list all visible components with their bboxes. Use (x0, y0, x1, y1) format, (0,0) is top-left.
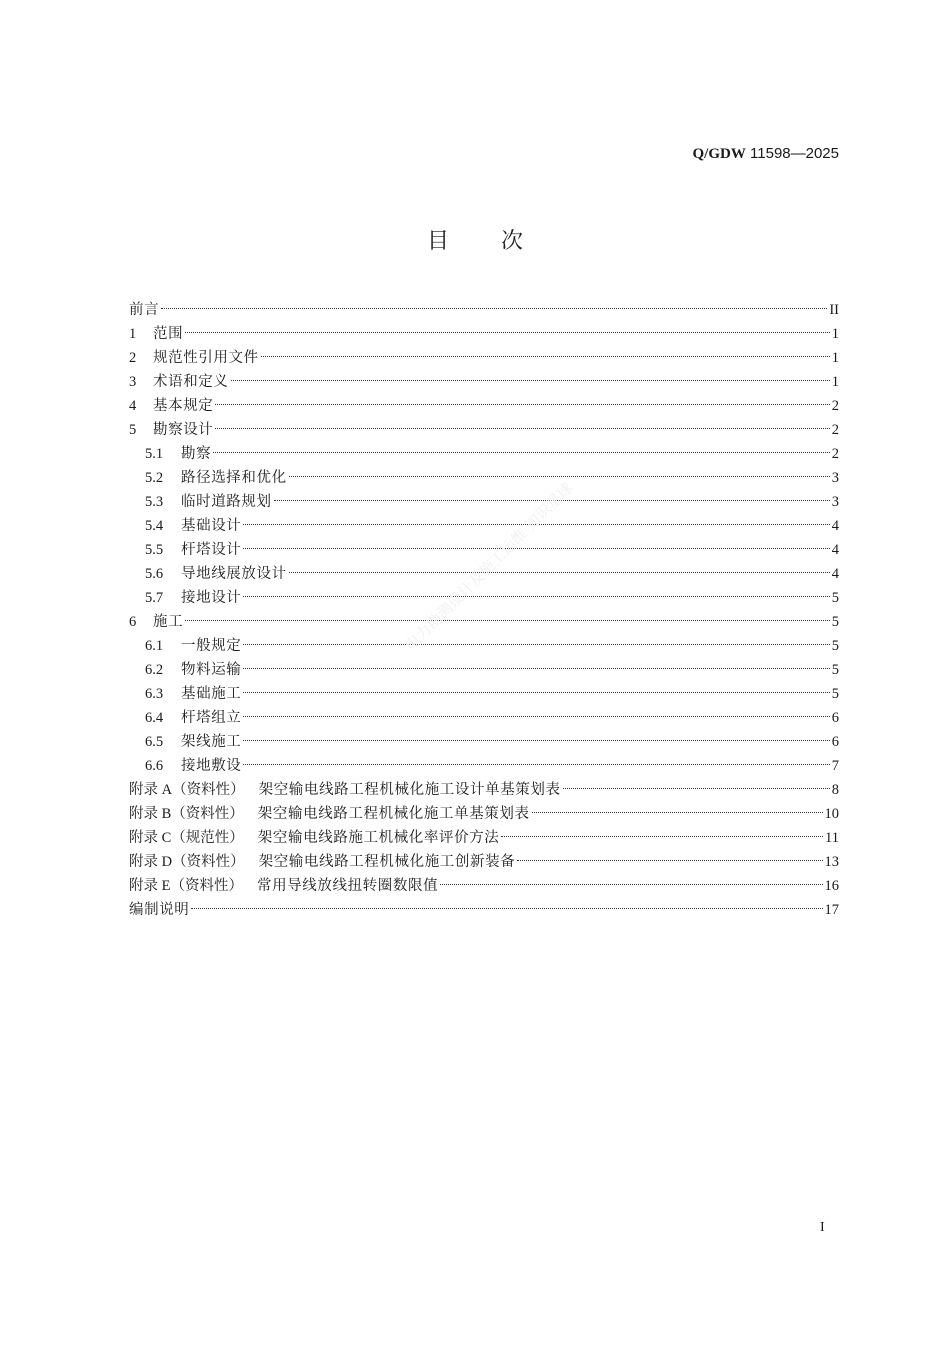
toc-entry-label: 接地设计 (181, 590, 242, 606)
toc-entry[interactable] (129, 442, 839, 466)
toc-entry-number: 6.3 (145, 686, 164, 702)
toc-entry-label: 范围 (153, 326, 184, 342)
toc-entry-number: 5.7 (145, 590, 164, 606)
page-number: I (820, 1220, 825, 1235)
toc-entry-number: 5.5 (145, 542, 164, 558)
toc-entry-label: 一般规定 (181, 638, 242, 654)
toc-entry-label: 架空输电线路工程机械化施工设计单基策划表 (258, 782, 561, 798)
toc-entry[interactable] (129, 754, 839, 778)
dot-leader (213, 452, 830, 453)
toc-entry-page: 6 (831, 734, 839, 750)
document-code-prefix: Q/GDW (692, 146, 746, 162)
toc-entry-label: 常用导线放线扭转圈数限值 (256, 878, 439, 894)
toc-entry[interactable] (129, 514, 839, 538)
toc-entry-label: 架线施工 (181, 734, 242, 750)
page-title-char-2: 次 (501, 229, 524, 254)
toc-entry-label: 架空输电线路工程机械化施工创新装备 (258, 854, 516, 870)
toc-entry[interactable] (129, 850, 839, 874)
dot-leader (215, 428, 829, 429)
toc-entry[interactable] (129, 802, 839, 826)
document-code (693, 145, 839, 163)
dot-leader (532, 812, 823, 813)
toc-entry-page: 7 (831, 758, 839, 774)
toc-entry[interactable] (129, 730, 839, 754)
toc-entry[interactable] (129, 610, 839, 634)
toc-entry-number: 3 (129, 374, 137, 390)
toc-entry[interactable] (129, 778, 839, 802)
toc-entry-label: 施工 (153, 614, 184, 630)
dot-leader (289, 572, 830, 573)
toc-entry[interactable] (129, 370, 839, 394)
toc-entry-label: 临时道路规划 (181, 494, 272, 510)
toc-entry-number: 6.6 (145, 758, 164, 774)
toc-entry[interactable] (129, 898, 839, 922)
toc-entry-label: 基础设计 (181, 518, 242, 534)
dot-leader (243, 740, 829, 741)
toc-entry-number: 5.3 (145, 494, 164, 510)
toc-entry-number: 附录 B（资料性） (129, 806, 244, 822)
dot-leader (243, 548, 829, 549)
toc-entry-page: 4 (831, 542, 839, 558)
toc-entry-page: 2 (831, 446, 839, 462)
toc-entry[interactable] (129, 562, 839, 586)
toc-entry-page: 16 (824, 878, 839, 894)
page-title-char-1: 目 (426, 229, 449, 254)
toc-entry-number: 5 (129, 422, 137, 438)
toc-entry-page: 2 (831, 398, 839, 414)
dot-leader (517, 860, 822, 861)
dot-leader (243, 524, 829, 525)
toc-entry-page: 3 (831, 494, 839, 510)
toc-entry[interactable] (129, 682, 839, 706)
toc-entry-number: 附录 D（资料性） (129, 854, 245, 870)
toc-entry-page: 13 (824, 854, 839, 870)
dot-leader (185, 620, 830, 621)
toc-entry-page: 1 (831, 326, 839, 342)
toc-entry[interactable] (129, 322, 839, 346)
toc-entry-page: 4 (831, 566, 839, 582)
dot-leader (274, 500, 830, 501)
toc-entry[interactable] (129, 538, 839, 562)
toc-entry[interactable] (129, 658, 839, 682)
dot-leader (243, 716, 829, 717)
toc-entry-page: 4 (831, 518, 839, 534)
toc-entry-label: 架空输电线路工程机械化施工单基策划表 (257, 806, 530, 822)
toc-entry-label: 规范性引用文件 (153, 350, 259, 366)
dot-leader (501, 836, 823, 837)
toc-entry-page: 17 (824, 902, 839, 918)
toc-entry-number: 附录 C（规范性） (129, 830, 244, 846)
toc-entry-page: 5 (831, 638, 839, 654)
toc-entry-page: 5 (831, 662, 839, 678)
dot-leader (185, 332, 830, 333)
toc-entry-page: 5 (831, 590, 839, 606)
toc-entry-label: 勘察设计 (153, 422, 214, 438)
dot-leader (243, 692, 829, 693)
toc-entry[interactable] (129, 418, 839, 442)
table-of-contents (129, 298, 839, 922)
toc-entry-number: 4 (129, 398, 137, 414)
toc-entry[interactable] (129, 826, 839, 850)
toc-entry-page: 1 (831, 374, 839, 390)
dot-leader (563, 788, 830, 789)
toc-entry[interactable] (129, 706, 839, 730)
toc-entry-number: 1 (129, 326, 137, 342)
dot-leader (191, 908, 822, 909)
toc-entry-label: 杆塔组立 (181, 710, 242, 726)
toc-entry-label: 基本规定 (153, 398, 214, 414)
dot-leader (161, 308, 827, 309)
toc-entry-label: 勘察 (181, 446, 212, 462)
watermark: 电力勘测设计及施工运维 知识星球 (401, 478, 577, 655)
toc-entry-label: 杆塔设计 (181, 542, 242, 558)
dot-leader (231, 380, 830, 381)
toc-entry-label: 基础施工 (181, 686, 242, 702)
toc-entry-label: 物料运输 (181, 662, 242, 678)
toc-entry-label: 导地线展放设计 (181, 566, 287, 582)
toc-entry[interactable] (129, 298, 839, 322)
toc-entry-number: 5.4 (145, 518, 164, 534)
toc-entry-number: 5.2 (145, 470, 164, 486)
toc-entry[interactable] (129, 490, 839, 514)
toc-entry-label: 前言 (129, 302, 160, 318)
dot-leader (289, 476, 830, 477)
toc-entry-number: 6.4 (145, 710, 164, 726)
document-code-number: 11598—2025 (745, 145, 839, 162)
toc-entry-page: 8 (831, 782, 839, 798)
dot-leader (243, 644, 829, 645)
dot-leader (243, 596, 829, 597)
toc-entry[interactable] (129, 874, 839, 898)
toc-entry[interactable] (129, 346, 839, 370)
toc-entry-number: 6 (129, 614, 137, 630)
toc-entry-page: II (829, 302, 839, 318)
toc-entry-number: 2 (129, 350, 137, 366)
toc-entry-page: 10 (824, 806, 839, 822)
toc-entry-number: 附录 A（资料性） (129, 782, 245, 798)
toc-entry[interactable] (129, 634, 839, 658)
page-title (0, 224, 950, 255)
toc-entry-number: 5.1 (145, 446, 164, 462)
toc-entry-page: 5 (831, 614, 839, 630)
toc-entry-page: 1 (831, 350, 839, 366)
toc-entry[interactable] (129, 394, 839, 418)
toc-entry-page: 6 (831, 710, 839, 726)
dot-leader (261, 356, 830, 357)
dot-leader (215, 404, 829, 405)
toc-entry-number: 6.2 (145, 662, 164, 678)
toc-entry-number: 附录 E（资料性） (129, 878, 243, 894)
dot-leader (243, 668, 829, 669)
toc-entry-page: 5 (831, 686, 839, 702)
toc-entry-number: 5.6 (145, 566, 164, 582)
toc-entry-number: 6.1 (145, 638, 164, 654)
toc-entry-page: 3 (831, 470, 839, 486)
toc-entry-page: 11 (825, 830, 839, 846)
toc-entry[interactable] (129, 466, 839, 490)
toc-entry-number: 6.5 (145, 734, 164, 750)
toc-entry-label: 编制说明 (129, 902, 190, 918)
toc-entry-label: 路径选择和优化 (181, 470, 287, 486)
toc-entry-label: 术语和定义 (153, 374, 229, 390)
toc-entry-label: 架空输电线路施工机械化率评价方法 (257, 830, 500, 846)
toc-entry[interactable] (129, 586, 839, 610)
dot-leader (440, 884, 822, 885)
dot-leader (243, 764, 829, 765)
toc-entry-label: 接地敷设 (181, 758, 242, 774)
toc-entry-page: 2 (831, 422, 839, 438)
